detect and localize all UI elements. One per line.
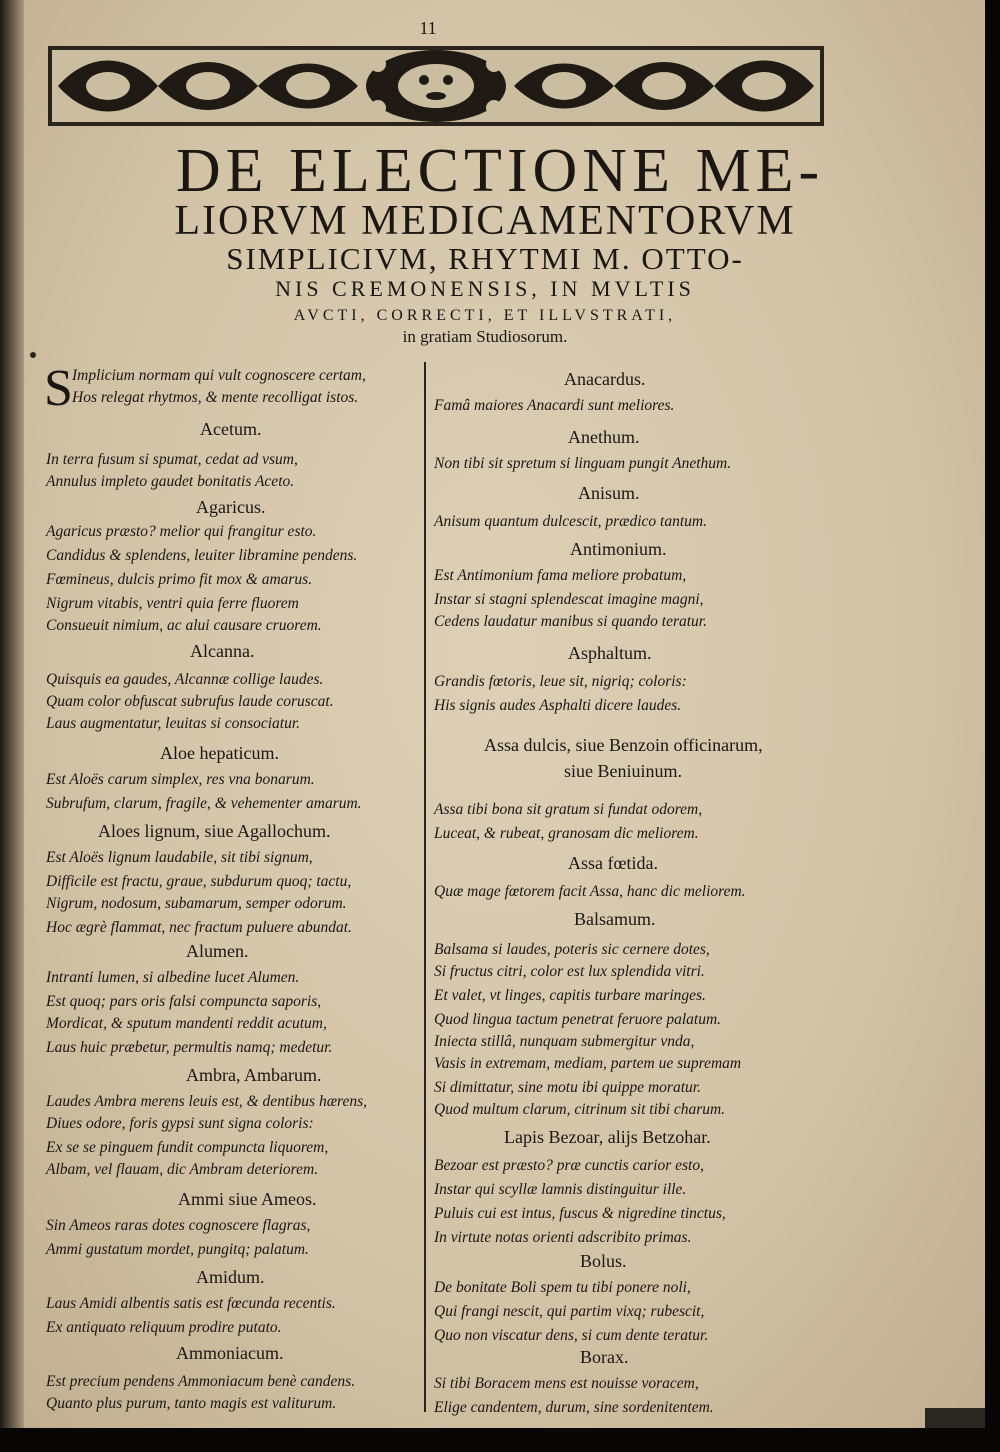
title-line-1: DE ELECTIONE ME- xyxy=(175,137,825,205)
entry-heading: Anacardus. xyxy=(564,369,646,389)
verse-line: Ex antiquato reliquum prodire putato. xyxy=(46,1319,282,1336)
entry-heading: Aloes lignum, siue Agallochum. xyxy=(98,821,331,841)
verse-line: Laus Amidi albentis satis est fœcunda recentis. xyxy=(46,1295,336,1312)
page-number: 11 xyxy=(419,18,437,38)
entry-heading: Asphaltum. xyxy=(568,643,652,663)
verse-line: Ammi gustatum mordet, pungitq; palatum. xyxy=(46,1241,309,1258)
verse-line: Ex se se pinguem fundit compuncta liquorem, xyxy=(46,1139,329,1156)
verse-line: Laus augmentatur, leuitas si consociatur. xyxy=(46,715,301,732)
column-divider xyxy=(424,362,426,1412)
verse-line: Famâ maiores Anacardi sunt meliores. xyxy=(434,397,675,414)
entry-heading: Bolus. xyxy=(580,1251,627,1271)
title-line-3: SIMPLICIVM, RHYTMI M. OTTO- xyxy=(226,241,744,276)
verse-line: Difficile est fractu, graue, subdurum quoq; tactu, xyxy=(46,873,352,890)
verse-line: Albam, vel flauam, dic Ambram deteriorem. xyxy=(46,1161,319,1178)
verse-line: Luceat, & rubeat, granosam dic meliorem. xyxy=(434,825,699,842)
verse-line: Si fructus citri, color est lux splendida vitri. xyxy=(434,963,705,980)
verse-line: Est precium pendens Ammoniacum benè candens. xyxy=(46,1373,356,1390)
entry-heading: Anisum. xyxy=(578,483,640,503)
verse-line: Intranti lumen, si albedine lucet Alumen. xyxy=(46,969,300,986)
verse-line: Si dimittatur, sine motu ibi quippe moratur. xyxy=(434,1079,701,1096)
verse-line: Instar qui scyllæ lamnis distinguitur ille. xyxy=(434,1181,687,1198)
verse-line: In terra fusum si spumat, cedat ad vsum, xyxy=(46,451,298,468)
verse-line: Quisquis ea gaudes, Alcannæ collige laudes. xyxy=(46,671,324,688)
verse-line: Est Antimonium fama meliore probatum, xyxy=(434,567,687,584)
verse-line: De bonitate Boli spem tu tibi ponere noli, xyxy=(434,1279,691,1296)
verse-line: Est Aloës carum simplex, res vna bonarum. xyxy=(46,771,315,788)
entry-heading: Alcanna. xyxy=(190,641,255,661)
title-line-5: AVCTI, CORRECTI, ET ILLVSTRATI, xyxy=(293,307,677,324)
verse-line: Annulus impleto gaudet bonitatis Aceto. xyxy=(46,473,295,490)
entry-heading: Lapis Bezoar, alijs Betzohar. xyxy=(504,1127,711,1147)
title-line-6: in gratiam Studiosorum. xyxy=(402,327,568,346)
verse-line: Instar si stagni splendescat imagine magni, xyxy=(434,591,704,608)
verse-line: Qui frangi nescit, qui partim vixq; rubescit, xyxy=(434,1303,705,1320)
verse-line: Grandis fœtoris, leue sit, nigriq; coloris: xyxy=(434,673,687,690)
entry-heading: Assa dulcis, siue Benzoin officinarum, xyxy=(484,735,763,755)
verse-line: Nigrum vitabis, ventri quia ferre fluorem xyxy=(46,595,299,612)
verse-line: Candidus & splendens, leuiter libramine pendens. xyxy=(46,547,358,564)
verse-line: Quæ mage fœtorem facit Assa, hanc dic meliorem. xyxy=(434,883,746,900)
entry-heading: Antimonium. xyxy=(570,539,667,559)
entry-heading: Amidum. xyxy=(196,1267,265,1287)
entry-heading: Agaricus. xyxy=(196,497,266,517)
entry-heading: Ammi siue Ameos. xyxy=(178,1189,317,1209)
entry-heading: Balsamum. xyxy=(574,909,656,929)
verse-line: Est quoq; pars oris falsi compuncta saporis, xyxy=(46,993,322,1010)
intro-line-2: Hos relegat rhytmos, & mente recolligat istos. xyxy=(72,389,359,406)
verse-line: Mordicat, & sputum mandenti reddit acutum, xyxy=(46,1015,327,1032)
verse-line: Vasis in extremam, mediam, partem ue supremam xyxy=(434,1055,742,1072)
verse-line: Laudes Ambra merens leuis est, & dentibus hærens, xyxy=(46,1093,368,1110)
verse-line: Nigrum, nodosum, subamarum, semper odorum. xyxy=(46,895,347,912)
entry-heading: Anethum. xyxy=(568,427,640,447)
intro-line-1: Implicium normam qui vult cognoscere certam, xyxy=(72,367,366,384)
verse-line: Et valet, vt linges, capitis turbare maringes. xyxy=(434,987,706,1004)
verse-line: Puluis cui est intus, fuscus & nigredine tinctus, xyxy=(434,1205,726,1222)
verse-line: Quod lingua tactum penetrat feruore palatum. xyxy=(434,1011,722,1028)
scan-edge xyxy=(925,1408,985,1428)
verse-line: Quam color obfuscat subrufus laude coruscat. xyxy=(46,693,334,710)
verse-line: Iniecta stillâ, nunquam submergitur vnda, xyxy=(434,1033,695,1050)
verse-line: Est Aloës lignum laudabile, sit tibi signum, xyxy=(46,849,313,866)
entry-heading: Acetum. xyxy=(200,419,262,439)
entry-heading-continued: siue Beniuinum. xyxy=(564,761,682,781)
verse-line: Hoc ægrè flammat, nec fractum puluere abundat. xyxy=(46,919,352,936)
verse-line: Subrufum, clarum, fragile, & vehementer amarum. xyxy=(46,795,362,812)
verse-line: Sin Ameos raras dotes cognoscere flagras, xyxy=(46,1217,311,1234)
verse-line: Bezoar est præsto? præ cunctis carior esto, xyxy=(434,1157,704,1174)
drop-cap: S xyxy=(44,360,73,417)
verse-line: Non tibi sit spretum si linguam pungit Anethum. xyxy=(434,455,732,472)
verse-line: Diues odore, foris gypsi sunt signa coloris: xyxy=(46,1115,314,1132)
entry-heading: Ambra, Ambarum. xyxy=(186,1065,322,1085)
verse-line: Cedens laudatur manibus si quando teratur. xyxy=(434,613,707,630)
entry-heading: Aloe hepaticum. xyxy=(160,743,279,763)
verse-line: Si tibi Boracem mens est nouisse voracem, xyxy=(434,1375,699,1392)
verse-line: His signis audes Asphalti dicere laudes. xyxy=(434,697,682,714)
entry-heading: Ammoniacum. xyxy=(176,1343,284,1363)
verse-line: Fœmineus, dulcis primo fit mox & amarus. xyxy=(46,571,313,588)
verse-line: Quo non viscatur dens, si cum dente teratur. xyxy=(434,1327,709,1344)
verse-line: Quanto plus purum, tanto magis est valiturum. xyxy=(46,1395,337,1412)
verse-line: Agaricus præsto? melior qui frangitur esto. xyxy=(46,523,317,540)
entry-heading: Borax. xyxy=(580,1347,629,1367)
paragraph-bullet xyxy=(30,352,36,358)
verse-line: Balsama si laudes, poteris sic cernere dotes, xyxy=(434,941,710,958)
verse-line: Laus huic præbetur, permultis namq; medetur. xyxy=(46,1039,333,1056)
verse-line: Consueuit nimium, ac alui causare cruorem. xyxy=(46,617,322,634)
entry-heading: Assa fœtida. xyxy=(568,853,658,873)
verse-line: Assa tibi bona sit gratum si fundat odorem, xyxy=(434,801,703,818)
woodcut-ornament-headpiece xyxy=(48,42,824,130)
verse-line: Quod multum clarum, citrinum sit tibi charum. xyxy=(434,1101,726,1118)
title-line-4: NIS CREMONENSIS, IN MVLTIS xyxy=(275,276,695,301)
entry-heading: Alumen. xyxy=(186,941,249,961)
verse-line: In virtute notas orienti adscribito primas. xyxy=(434,1229,692,1246)
verse-line: Elige candentem, durum, sine sordenitentem. xyxy=(434,1399,714,1416)
title-line-2: LIORVM MEDICAMENTORVM xyxy=(174,198,796,244)
verse-line: Anisum quantum dulcescit, prædico tantum. xyxy=(434,513,707,530)
